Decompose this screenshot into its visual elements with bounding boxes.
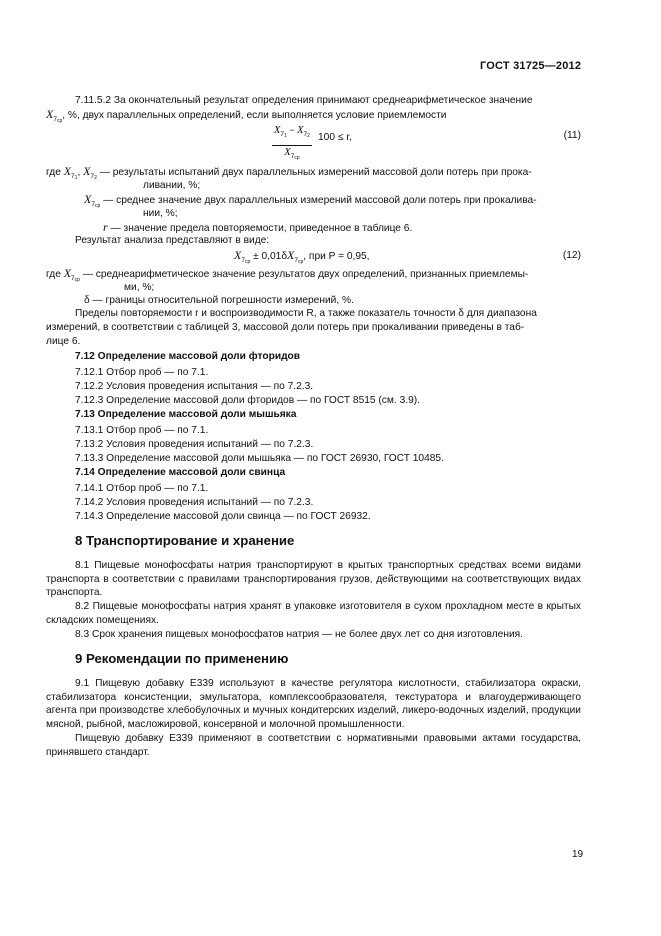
- document-header: ГОСТ 31725—2012: [480, 60, 582, 72]
- paragraph-8-2: 8.2 Пищевые монофосфаты натрия хранят в упаковке изготовителя в сухом прохладном месте в крытых складских помещениях.: [46, 601, 581, 626]
- formula-12: $X_{7ср} \pm 0,01\delta X_{7ср}$, при P = 0,95,: [234, 248, 370, 265]
- item-7-12-2: 7.12.2 Условия проведения испытания — по 7.2.3.: [75, 381, 314, 392]
- formula-11-number: (11): [563, 130, 581, 141]
- section-8-title: 8 Транспортирование и хранение: [75, 533, 295, 548]
- where2-line3: δ — границы относительной погрешности измерений, %.: [84, 295, 354, 306]
- where1-line1: где $X_{71}$, $X_{72}$ — результаты испытаний двух параллельных измерений массовой доли потерь при прока-: [46, 164, 532, 181]
- limits-line1: Пределы повторяемости r и воспроизводимости R, а также показатель точности δ для диапазона: [75, 308, 537, 319]
- formula-11-fraction: [272, 124, 312, 165]
- section-7-14-title: 7.14 Определение массовой доли свинца: [75, 467, 286, 478]
- formula-11-numerator: $X_{71} - X_{72}$: [272, 124, 312, 146]
- where1-line2: ливании, %;: [143, 180, 201, 191]
- item-7-12-3: 7.12.3 Определение массовой доли фторидов — по ГОСТ 8515 (см. 3.9).: [75, 395, 420, 406]
- paragraph-9-1: 9.1 Пищевую добавку Е339 используют в качестве регулятора кислотности, стабилизатора окраски, стабилизатора консистенции, эмульгатора, комплексообразователя, текстуратора и влагоудерживающего агента при производстве хлебобулочных и мучных кондитерских изделий, ликеро-водочных изделий, продукции мясной, рыбной, масложировой, консервной и молочной промышленности.: [46, 678, 581, 730]
- where1-line3: $X_{7ср}$ — среднее значение двух параллельных измерений массовой доли потерь при прокалива-: [84, 192, 537, 209]
- item-7-13-3: 7.13.3 Определение массовой доли мышьяка — по ГОСТ 26930, ГОСТ 10485.: [75, 453, 444, 464]
- item-7-13-2: 7.13.2 Условия проведения испытаний — по 7.2.3.: [75, 439, 314, 450]
- item-7-14-1: 7.14.1 Отбор проб — по 7.1.: [75, 483, 209, 494]
- paragraph-8-1: 8.1 Пищевые монофосфаты натрия транспортируют в крытых транспортных средствах всеми видами транспорта в соответствии с правилами транспортирования грузов, действующими на соответствующих видах транспорта.: [46, 560, 581, 599]
- where2-line1: где $X_{7ср}$ — среднеарифметическое значение результатов двух определений, признанных приемлемы-: [46, 266, 529, 283]
- section-9-title: 9 Рекомендации по применению: [75, 651, 289, 666]
- paragraph-7-11-5-2-line2: $X_{7ср}$, %, двух параллельных определений, если выполняется условие приемлемости: [46, 107, 447, 124]
- formula-12-number: (12): [562, 250, 581, 261]
- where1-line4: нии, %;: [143, 208, 178, 219]
- item-7-14-2: 7.14.2 Условия проведения испытаний — по 7.2.3.: [75, 497, 314, 508]
- item-7-14-3: 7.14.3 Определение массовой доли свинца — по ГОСТ 26932.: [75, 511, 371, 522]
- item-7-13-1: 7.13.1 Отбор проб — по 7.1.: [75, 425, 209, 436]
- paragraph-9-2: Пищевую добавку Е339 применяют в соответствии с нормативными правовыми актами государства, принявшего стандарт.: [46, 733, 581, 758]
- result-intro: Результат анализа представляют в виде:: [75, 235, 270, 246]
- formula-11-denominator: $X_{7ср}$: [284, 146, 300, 161]
- where1-line5: r — значение предела повторяемости, приведенное в таблице 6.: [103, 220, 413, 234]
- paragraph-8-3: 8.3 Срок хранения пищевых монофосфатов натрия — не более двух лет со дня изготовления.: [75, 629, 523, 640]
- formula-11-rest: 100 ≤ r,: [318, 132, 352, 143]
- item-7-12-1: 7.12.1 Отбор проб — по 7.1.: [75, 367, 209, 378]
- limits-line2: измерений, в соответствии с таблицей 3, массовой доли потерь при прокаливании приведены в таб-: [46, 322, 525, 333]
- page-number: 19: [572, 849, 584, 860]
- where2-line2: ми, %;: [124, 282, 155, 293]
- paragraph-7-11-5-2-line1: 7.11.5.2 За окончательный результат определения принимают среднеарифметическое значение: [75, 95, 533, 106]
- section-7-13-title: 7.13 Определение массовой доли мышьяка: [75, 409, 297, 420]
- limits-line3: лице 6.: [46, 336, 81, 347]
- section-7-12-title: 7.12 Определение массовой доли фторидов: [75, 351, 301, 362]
